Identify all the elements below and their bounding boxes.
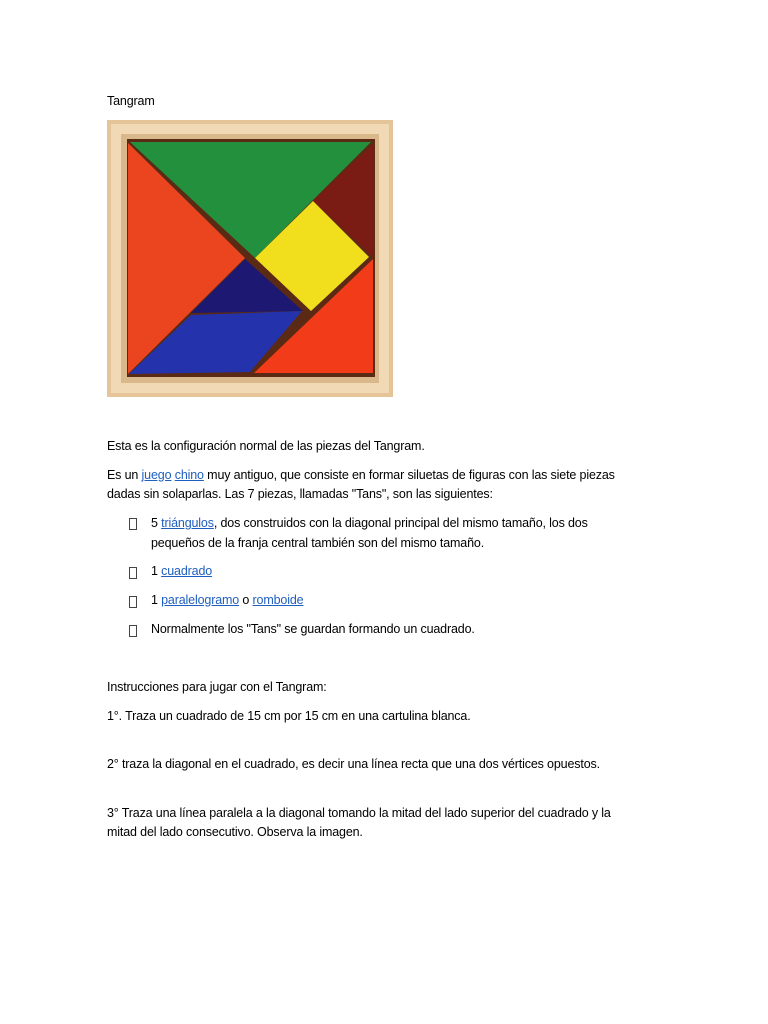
list-item-triangles: 5 triángulos, dos construidos con la diagonal principal del mismo tamaño, los dos [151, 516, 588, 530]
list-item-square: 1 cuadrado [151, 564, 213, 578]
instruction-step-2: 2° traza la diagonal en el cuadrado, es decir una línea recta que una dos vértices opuestos. [107, 757, 600, 771]
link-juego[interactable]: juego [141, 468, 172, 482]
description-line-2: dadas sin solaparlas. Las 7 piezas, llamadas "Tans", son las siguientes: [107, 487, 493, 501]
instruction-step-3-line-2: mitad del lado consecutivo. Observa la imagen. [107, 825, 363, 839]
instructions-heading: Instrucciones para jugar con el Tangram: [107, 680, 327, 694]
list-item-storage: Normalmente los "Tans" se guardan formando un cuadrado. [151, 622, 475, 636]
bullet-icon [129, 625, 137, 637]
instruction-step-1: 1°. Traza un cuadrado de 15 cm por 15 cm en una cartulina blanca. [107, 709, 471, 723]
intro-text: Esta es la configuración normal de las piezas del Tangram. [107, 439, 425, 453]
link-chino[interactable]: chino [174, 468, 204, 482]
tangram-image [107, 120, 393, 397]
instruction-step-3-line-1: 3° Traza una línea paralela a la diagonal tomando la mitad del lado superior del cuadrado y la [107, 806, 611, 820]
list-item-parallelogram: 1 paralelogramo o romboide [151, 593, 304, 607]
bullet-icon [129, 567, 137, 579]
link-romboide[interactable]: romboide [252, 593, 304, 607]
bullet-icon [129, 596, 137, 608]
link-cuadrado[interactable]: cuadrado [161, 564, 213, 578]
list-item-triangles-line-2: pequeños de la franja central también son del mismo tamaño. [151, 536, 485, 550]
bullet-icon [129, 518, 137, 530]
page-title: Tangram [107, 94, 155, 108]
description-line-1: Es un juego chino muy antiguo, que consiste en formar siluetas de figuras con las siete piezas [107, 468, 615, 482]
link-triangulos[interactable]: triángulos [161, 516, 214, 530]
link-paralelogramo[interactable]: paralelogramo [161, 593, 240, 607]
